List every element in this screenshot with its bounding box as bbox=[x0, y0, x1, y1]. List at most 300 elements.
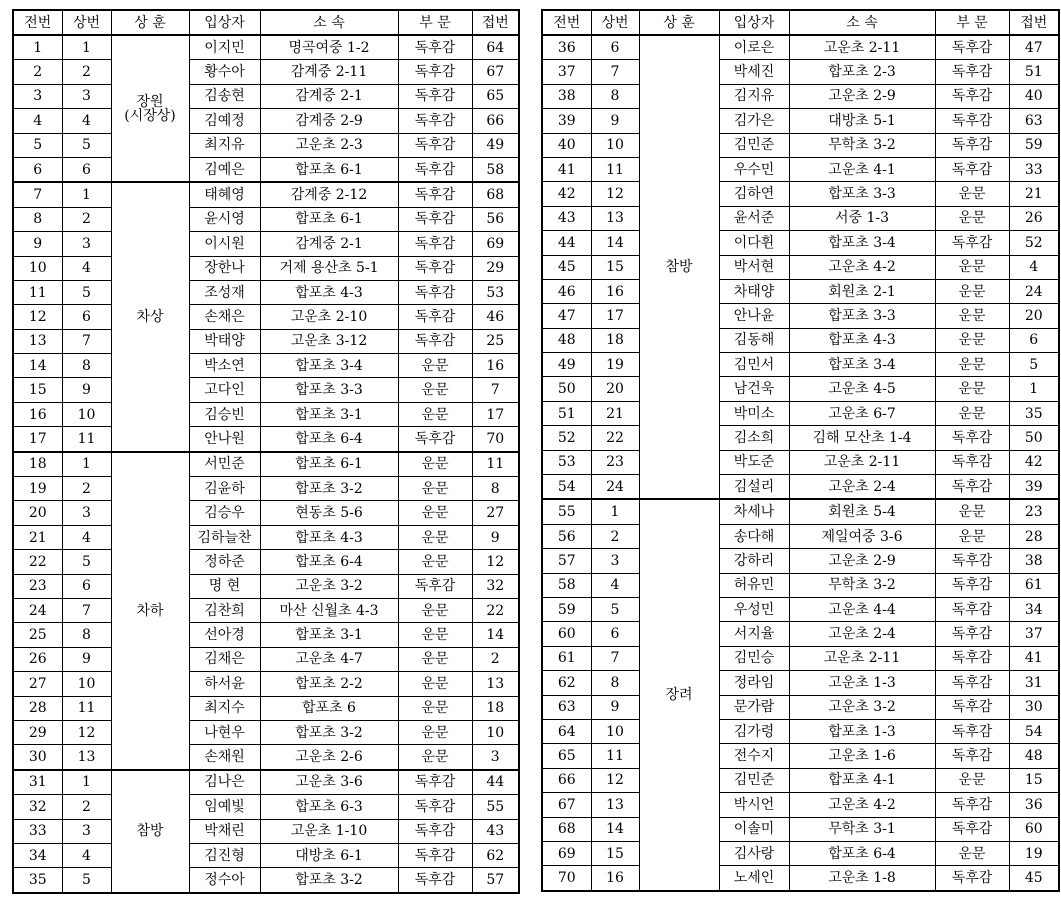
overall-no-cell: 17 bbox=[13, 427, 62, 452]
entry-no-cell: 62 bbox=[472, 843, 519, 867]
table-row bbox=[542, 597, 1059, 621]
award-no-cell: 13 bbox=[62, 745, 111, 770]
category-cell: 독후감 bbox=[398, 574, 472, 598]
entry-no-cell: 19 bbox=[1009, 841, 1059, 865]
category-cell: 독후감 bbox=[935, 719, 1009, 743]
affiliation-cell: 김해 모산초 1-4 bbox=[789, 426, 935, 450]
header-award: 상 훈 bbox=[639, 10, 719, 35]
award-name-cell bbox=[111, 35, 189, 182]
winner-cell: 김사랑 bbox=[719, 841, 789, 865]
winner-cell: 안나원 bbox=[189, 427, 260, 452]
table-row bbox=[13, 232, 519, 256]
overall-no-cell: 44 bbox=[542, 231, 591, 255]
winner-cell: 최지유 bbox=[189, 133, 260, 157]
header-overall-no: 전번 bbox=[13, 10, 62, 35]
winner-cell: 김민서 bbox=[719, 353, 789, 377]
award-no-cell: 16 bbox=[591, 279, 639, 303]
category-cell: 독후감 bbox=[935, 426, 1009, 450]
entry-no-cell: 67 bbox=[472, 60, 519, 84]
winner-cell: 송다해 bbox=[719, 524, 789, 548]
overall-no-cell: 34 bbox=[13, 843, 62, 867]
category-cell: 운문 bbox=[935, 255, 1009, 279]
winner-cell: 조성재 bbox=[189, 280, 260, 304]
category-cell: 독후감 bbox=[935, 573, 1009, 597]
entry-no-cell: 44 bbox=[472, 770, 519, 795]
affiliation-cell: 합포초 2-2 bbox=[260, 672, 398, 696]
winner-cell: 노세인 bbox=[719, 866, 789, 891]
table-row bbox=[13, 550, 519, 574]
category-cell: 독후감 bbox=[398, 329, 472, 353]
affiliation-cell: 합포초 3-4 bbox=[789, 231, 935, 255]
affiliation-cell: 고운초 3-6 bbox=[260, 770, 398, 795]
table-row bbox=[13, 256, 519, 280]
table-row bbox=[13, 427, 519, 452]
winner-cell: 김송현 bbox=[189, 84, 260, 108]
table-row bbox=[542, 206, 1059, 230]
affiliation-cell: 감계중 2-12 bbox=[260, 182, 398, 207]
affiliation-cell: 고운초 2-10 bbox=[260, 305, 398, 329]
table-row bbox=[13, 819, 519, 843]
category-cell: 운문 bbox=[935, 841, 1009, 865]
award-no-cell: 9 bbox=[591, 109, 639, 133]
award-name-cell bbox=[111, 182, 189, 451]
category-cell: 독후감 bbox=[398, 427, 472, 452]
header-category: 부 문 bbox=[398, 10, 472, 35]
table-row bbox=[542, 255, 1059, 279]
affiliation-cell: 고운초 2-4 bbox=[789, 475, 935, 500]
table-row bbox=[13, 598, 519, 622]
award-name-line: 장려 bbox=[665, 687, 693, 704]
award-no-cell: 10 bbox=[591, 133, 639, 157]
entry-no-cell: 16 bbox=[472, 354, 519, 378]
category-cell: 운문 bbox=[935, 206, 1009, 230]
category-cell: 운문 bbox=[398, 501, 472, 525]
winner-cell: 김가령 bbox=[719, 719, 789, 743]
award-no-cell: 15 bbox=[591, 841, 639, 865]
award-name-line: 참방 bbox=[665, 259, 693, 276]
overall-no-cell: 13 bbox=[13, 329, 62, 353]
category-cell: 독후감 bbox=[935, 597, 1009, 621]
entry-no-cell: 54 bbox=[1009, 719, 1059, 743]
winner-cell: 명 현 bbox=[189, 574, 260, 598]
affiliation-cell: 고운초 2-3 bbox=[260, 133, 398, 157]
award-no-cell: 18 bbox=[591, 328, 639, 352]
winner-cell: 서민준 bbox=[189, 452, 260, 477]
affiliation-cell: 고운초 4-5 bbox=[789, 377, 935, 401]
award-no-cell: 7 bbox=[591, 646, 639, 670]
table-row bbox=[542, 573, 1059, 597]
affiliation-cell: 합포초 4-1 bbox=[789, 768, 935, 792]
entry-no-cell: 1 bbox=[1009, 377, 1059, 401]
affiliation-cell: 고운초 1-6 bbox=[789, 744, 935, 768]
award-name-line: 장원 bbox=[136, 93, 164, 110]
overall-no-cell: 20 bbox=[13, 501, 62, 525]
category-cell: 운문 bbox=[935, 279, 1009, 303]
overall-no-cell: 9 bbox=[13, 232, 62, 256]
overall-no-cell: 25 bbox=[13, 623, 62, 647]
winner-cell: 김예정 bbox=[189, 109, 260, 133]
category-cell: 운문 bbox=[398, 550, 472, 574]
category-cell: 독후감 bbox=[935, 84, 1009, 108]
entry-no-cell: 2 bbox=[472, 647, 519, 671]
winner-cell: 허유민 bbox=[719, 573, 789, 597]
table-row bbox=[13, 280, 519, 304]
winner-cell: 이지민 bbox=[189, 35, 260, 60]
category-cell: 독후감 bbox=[935, 133, 1009, 157]
entry-no-cell: 29 bbox=[472, 256, 519, 280]
winner-cell: 전수지 bbox=[719, 744, 789, 768]
category-cell: 운문 bbox=[398, 696, 472, 720]
table-row bbox=[542, 35, 1059, 60]
entry-no-cell: 11 bbox=[472, 452, 519, 477]
affiliation-cell: 무학초 3-2 bbox=[789, 573, 935, 597]
entry-no-cell: 17 bbox=[472, 402, 519, 426]
overall-no-cell: 41 bbox=[542, 157, 591, 181]
overall-no-cell: 4 bbox=[13, 109, 62, 133]
overall-no-cell: 49 bbox=[542, 353, 591, 377]
header-entry-no: 접번 bbox=[472, 10, 519, 35]
category-cell: 독후감 bbox=[398, 157, 472, 182]
affiliation-cell: 고운초 6-7 bbox=[789, 401, 935, 425]
category-cell: 독후감 bbox=[398, 60, 472, 84]
winner-cell: 김하연 bbox=[719, 182, 789, 206]
overall-no-cell: 42 bbox=[542, 182, 591, 206]
category-cell: 운문 bbox=[398, 477, 472, 501]
winner-cell: 정하준 bbox=[189, 550, 260, 574]
award-no-cell: 21 bbox=[591, 401, 639, 425]
entry-no-cell: 48 bbox=[1009, 744, 1059, 768]
award-table-left bbox=[12, 9, 520, 894]
category-cell: 독후감 bbox=[398, 256, 472, 280]
table-row bbox=[13, 157, 519, 182]
winner-cell: 손채원 bbox=[189, 745, 260, 770]
table-row bbox=[13, 182, 519, 207]
overall-no-cell: 45 bbox=[542, 255, 591, 279]
affiliation-cell: 명곡여중 1-2 bbox=[260, 35, 398, 60]
award-table-right bbox=[541, 9, 1060, 892]
winner-cell: 정수아 bbox=[189, 868, 260, 893]
category-cell: 독후감 bbox=[935, 549, 1009, 573]
table-row bbox=[542, 499, 1059, 524]
award-no-cell: 2 bbox=[62, 795, 111, 819]
award-no-cell: 3 bbox=[591, 549, 639, 573]
overall-no-cell: 8 bbox=[13, 207, 62, 231]
entry-no-cell: 10 bbox=[472, 720, 519, 744]
affiliation-cell: 감계중 2-1 bbox=[260, 84, 398, 108]
entry-no-cell: 36 bbox=[1009, 793, 1059, 817]
overall-no-cell: 22 bbox=[13, 550, 62, 574]
overall-no-cell: 18 bbox=[13, 452, 62, 477]
entry-no-cell: 40 bbox=[1009, 84, 1059, 108]
affiliation-cell: 합포초 4-3 bbox=[260, 280, 398, 304]
overall-no-cell: 30 bbox=[13, 745, 62, 770]
affiliation-cell: 거제 용산초 5-1 bbox=[260, 256, 398, 280]
entry-no-cell: 41 bbox=[1009, 646, 1059, 670]
winner-cell: 황수아 bbox=[189, 60, 260, 84]
entry-no-cell: 13 bbox=[472, 672, 519, 696]
entry-no-cell: 65 bbox=[472, 84, 519, 108]
affiliation-cell: 회원초 5-4 bbox=[789, 499, 935, 524]
award-no-cell: 1 bbox=[62, 770, 111, 795]
overall-no-cell: 31 bbox=[13, 770, 62, 795]
winner-cell: 임예빛 bbox=[189, 795, 260, 819]
entry-no-cell: 34 bbox=[1009, 597, 1059, 621]
award-no-cell: 10 bbox=[62, 672, 111, 696]
winner-cell: 선아경 bbox=[189, 623, 260, 647]
award-name-line: 참방 bbox=[136, 823, 164, 840]
affiliation-cell: 마산 신월초 4-3 bbox=[260, 598, 398, 622]
award-name-cell bbox=[639, 499, 719, 890]
category-cell: 운문 bbox=[935, 768, 1009, 792]
winner-cell: 김채은 bbox=[189, 647, 260, 671]
category-cell: 운문 bbox=[398, 354, 472, 378]
affiliation-cell: 합포초 6-1 bbox=[260, 207, 398, 231]
winner-cell: 김승빈 bbox=[189, 402, 260, 426]
category-cell: 운문 bbox=[935, 377, 1009, 401]
table-row bbox=[542, 768, 1059, 792]
table-row bbox=[542, 450, 1059, 474]
award-no-cell: 11 bbox=[591, 157, 639, 181]
overall-no-cell: 50 bbox=[542, 377, 591, 401]
winner-cell: 김민준 bbox=[719, 768, 789, 792]
entry-no-cell: 35 bbox=[1009, 401, 1059, 425]
winner-cell: 손채은 bbox=[189, 305, 260, 329]
table-row bbox=[13, 843, 519, 867]
entry-no-cell: 58 bbox=[472, 157, 519, 182]
overall-no-cell: 65 bbox=[542, 744, 591, 768]
category-cell: 운문 bbox=[398, 378, 472, 402]
winner-cell: 우수민 bbox=[719, 157, 789, 181]
overall-no-cell: 61 bbox=[542, 646, 591, 670]
table-row bbox=[13, 84, 519, 108]
affiliation-cell: 고운초 4-2 bbox=[789, 255, 935, 279]
table-row bbox=[542, 377, 1059, 401]
header-overall-no: 전번 bbox=[542, 10, 591, 35]
entry-no-cell: 33 bbox=[1009, 157, 1059, 181]
table-row bbox=[13, 720, 519, 744]
table-row bbox=[13, 109, 519, 133]
entry-no-cell: 14 bbox=[472, 623, 519, 647]
award-name-line: 차하 bbox=[136, 602, 164, 619]
winner-cell: 나현우 bbox=[189, 720, 260, 744]
entry-no-cell: 8 bbox=[472, 477, 519, 501]
overall-no-cell: 7 bbox=[13, 182, 62, 207]
table-row bbox=[542, 182, 1059, 206]
table-row bbox=[542, 401, 1059, 425]
header-award: 상 훈 bbox=[111, 10, 189, 35]
category-cell: 독후감 bbox=[935, 817, 1009, 841]
overall-no-cell: 15 bbox=[13, 378, 62, 402]
winner-cell: 김민승 bbox=[719, 646, 789, 670]
entry-no-cell: 43 bbox=[472, 819, 519, 843]
winner-cell: 김설리 bbox=[719, 475, 789, 500]
award-no-cell: 10 bbox=[62, 402, 111, 426]
category-cell: 독후감 bbox=[398, 868, 472, 893]
award-name-line: 차상 bbox=[136, 308, 164, 325]
winner-cell: 박시언 bbox=[719, 793, 789, 817]
entry-no-cell: 61 bbox=[1009, 573, 1059, 597]
overall-no-cell: 5 bbox=[13, 133, 62, 157]
award-no-cell: 2 bbox=[62, 477, 111, 501]
category-cell: 독후감 bbox=[935, 671, 1009, 695]
entry-no-cell: 4 bbox=[1009, 255, 1059, 279]
entry-no-cell: 47 bbox=[1009, 35, 1059, 60]
table-row bbox=[13, 672, 519, 696]
award-no-cell: 11 bbox=[62, 427, 111, 452]
table-row bbox=[542, 426, 1059, 450]
entry-no-cell: 5 bbox=[1009, 353, 1059, 377]
affiliation-cell: 서중 1-3 bbox=[789, 206, 935, 230]
award-no-cell: 16 bbox=[591, 866, 639, 891]
table-row bbox=[13, 305, 519, 329]
table-row bbox=[542, 304, 1059, 328]
header-winner: 입상자 bbox=[719, 10, 789, 35]
table-row bbox=[542, 549, 1059, 573]
affiliation-cell: 고운초 2-9 bbox=[789, 549, 935, 573]
award-no-cell: 5 bbox=[591, 597, 639, 621]
header-affiliation: 소 속 bbox=[260, 10, 398, 35]
header-award-no: 상번 bbox=[591, 10, 639, 35]
affiliation-cell: 합포초 3-2 bbox=[260, 477, 398, 501]
category-cell: 운문 bbox=[398, 720, 472, 744]
affiliation-cell: 고운초 2-6 bbox=[260, 745, 398, 770]
overall-no-cell: 38 bbox=[542, 84, 591, 108]
category-cell: 운문 bbox=[398, 402, 472, 426]
table-row bbox=[13, 501, 519, 525]
category-cell: 독후감 bbox=[398, 280, 472, 304]
award-no-cell: 1 bbox=[62, 452, 111, 477]
overall-no-cell: 6 bbox=[13, 157, 62, 182]
affiliation-cell: 고운초 1-8 bbox=[789, 866, 935, 891]
award-no-cell: 14 bbox=[591, 817, 639, 841]
entry-no-cell: 31 bbox=[1009, 671, 1059, 695]
award-no-cell: 17 bbox=[591, 304, 639, 328]
entry-no-cell: 20 bbox=[1009, 304, 1059, 328]
overall-no-cell: 40 bbox=[542, 133, 591, 157]
affiliation-cell: 합포초 6 bbox=[260, 696, 398, 720]
table-row bbox=[13, 623, 519, 647]
overall-no-cell: 43 bbox=[542, 206, 591, 230]
winner-cell: 이로은 bbox=[719, 35, 789, 60]
affiliation-cell: 합포초 2-3 bbox=[789, 60, 935, 84]
category-cell: 운문 bbox=[398, 525, 472, 549]
affiliation-cell: 합포초 3-1 bbox=[260, 623, 398, 647]
affiliation-cell: 합포초 3-2 bbox=[260, 720, 398, 744]
overall-no-cell: 63 bbox=[542, 695, 591, 719]
award-no-cell: 7 bbox=[62, 598, 111, 622]
affiliation-cell: 회원초 2-1 bbox=[789, 279, 935, 303]
award-name-line: (시장상) bbox=[124, 107, 176, 124]
category-cell: 운문 bbox=[398, 452, 472, 477]
award-no-cell: 9 bbox=[62, 378, 111, 402]
table-row bbox=[13, 378, 519, 402]
award-no-cell: 2 bbox=[62, 60, 111, 84]
winner-cell: 박미소 bbox=[719, 401, 789, 425]
category-cell: 독후감 bbox=[935, 475, 1009, 500]
entry-no-cell: 27 bbox=[472, 501, 519, 525]
entry-no-cell: 52 bbox=[1009, 231, 1059, 255]
winner-cell: 태혜영 bbox=[189, 182, 260, 207]
winner-cell: 김지유 bbox=[719, 84, 789, 108]
category-cell: 독후감 bbox=[935, 60, 1009, 84]
winner-cell: 박세진 bbox=[719, 60, 789, 84]
award-no-cell: 11 bbox=[62, 696, 111, 720]
entry-no-cell: 51 bbox=[1009, 60, 1059, 84]
affiliation-cell: 감계중 2-1 bbox=[260, 232, 398, 256]
overall-no-cell: 70 bbox=[542, 866, 591, 891]
table-row bbox=[542, 84, 1059, 108]
table-row bbox=[13, 477, 519, 501]
overall-no-cell: 46 bbox=[542, 279, 591, 303]
affiliation-cell: 합포초 6-1 bbox=[260, 157, 398, 182]
overall-no-cell: 68 bbox=[542, 817, 591, 841]
award-no-cell: 2 bbox=[62, 207, 111, 231]
affiliation-cell: 고운초 3-2 bbox=[789, 695, 935, 719]
entry-no-cell: 7 bbox=[472, 378, 519, 402]
table-row bbox=[542, 841, 1059, 865]
overall-no-cell: 48 bbox=[542, 328, 591, 352]
affiliation-cell: 고운초 3-2 bbox=[260, 574, 398, 598]
table-row bbox=[542, 60, 1059, 84]
entry-no-cell: 18 bbox=[472, 696, 519, 720]
table-row bbox=[542, 157, 1059, 181]
category-cell: 독후감 bbox=[935, 622, 1009, 646]
affiliation-cell: 고운초 2-11 bbox=[789, 450, 935, 474]
award-no-cell: 22 bbox=[591, 426, 639, 450]
entry-no-cell: 39 bbox=[1009, 475, 1059, 500]
affiliation-cell: 고운초 2-11 bbox=[789, 35, 935, 60]
table-row bbox=[542, 109, 1059, 133]
winner-cell: 윤시영 bbox=[189, 207, 260, 231]
entry-no-cell: 66 bbox=[472, 109, 519, 133]
entry-no-cell: 38 bbox=[1009, 549, 1059, 573]
award-no-cell: 3 bbox=[62, 232, 111, 256]
category-cell: 운문 bbox=[935, 499, 1009, 524]
entry-no-cell: 45 bbox=[1009, 866, 1059, 891]
affiliation-cell: 합포초 6-4 bbox=[260, 427, 398, 452]
winner-cell: 고다인 bbox=[189, 378, 260, 402]
award-no-cell: 3 bbox=[62, 819, 111, 843]
winner-cell: 김승우 bbox=[189, 501, 260, 525]
affiliation-cell: 합포초 4-3 bbox=[789, 328, 935, 352]
table-row bbox=[542, 524, 1059, 548]
affiliation-cell: 합포초 3-4 bbox=[789, 353, 935, 377]
table-row bbox=[542, 231, 1059, 255]
entry-no-cell: 46 bbox=[472, 305, 519, 329]
affiliation-cell: 고운초 4-1 bbox=[789, 157, 935, 181]
award-no-cell: 1 bbox=[591, 499, 639, 524]
table-row bbox=[542, 793, 1059, 817]
category-cell: 독후감 bbox=[398, 819, 472, 843]
overall-no-cell: 26 bbox=[13, 647, 62, 671]
winner-cell: 박도준 bbox=[719, 450, 789, 474]
overall-no-cell: 19 bbox=[13, 477, 62, 501]
overall-no-cell: 33 bbox=[13, 819, 62, 843]
table-row bbox=[13, 745, 519, 770]
entry-no-cell: 59 bbox=[1009, 133, 1059, 157]
category-cell: 독후감 bbox=[398, 84, 472, 108]
entry-no-cell: 24 bbox=[1009, 279, 1059, 303]
table-row bbox=[13, 133, 519, 157]
winner-cell: 이솔미 bbox=[719, 817, 789, 841]
award-no-cell: 1 bbox=[62, 182, 111, 207]
award-no-cell: 12 bbox=[591, 768, 639, 792]
award-no-cell: 3 bbox=[62, 501, 111, 525]
winner-cell: 김예은 bbox=[189, 157, 260, 182]
overall-no-cell: 55 bbox=[542, 499, 591, 524]
overall-no-cell: 28 bbox=[13, 696, 62, 720]
award-no-cell: 15 bbox=[591, 255, 639, 279]
